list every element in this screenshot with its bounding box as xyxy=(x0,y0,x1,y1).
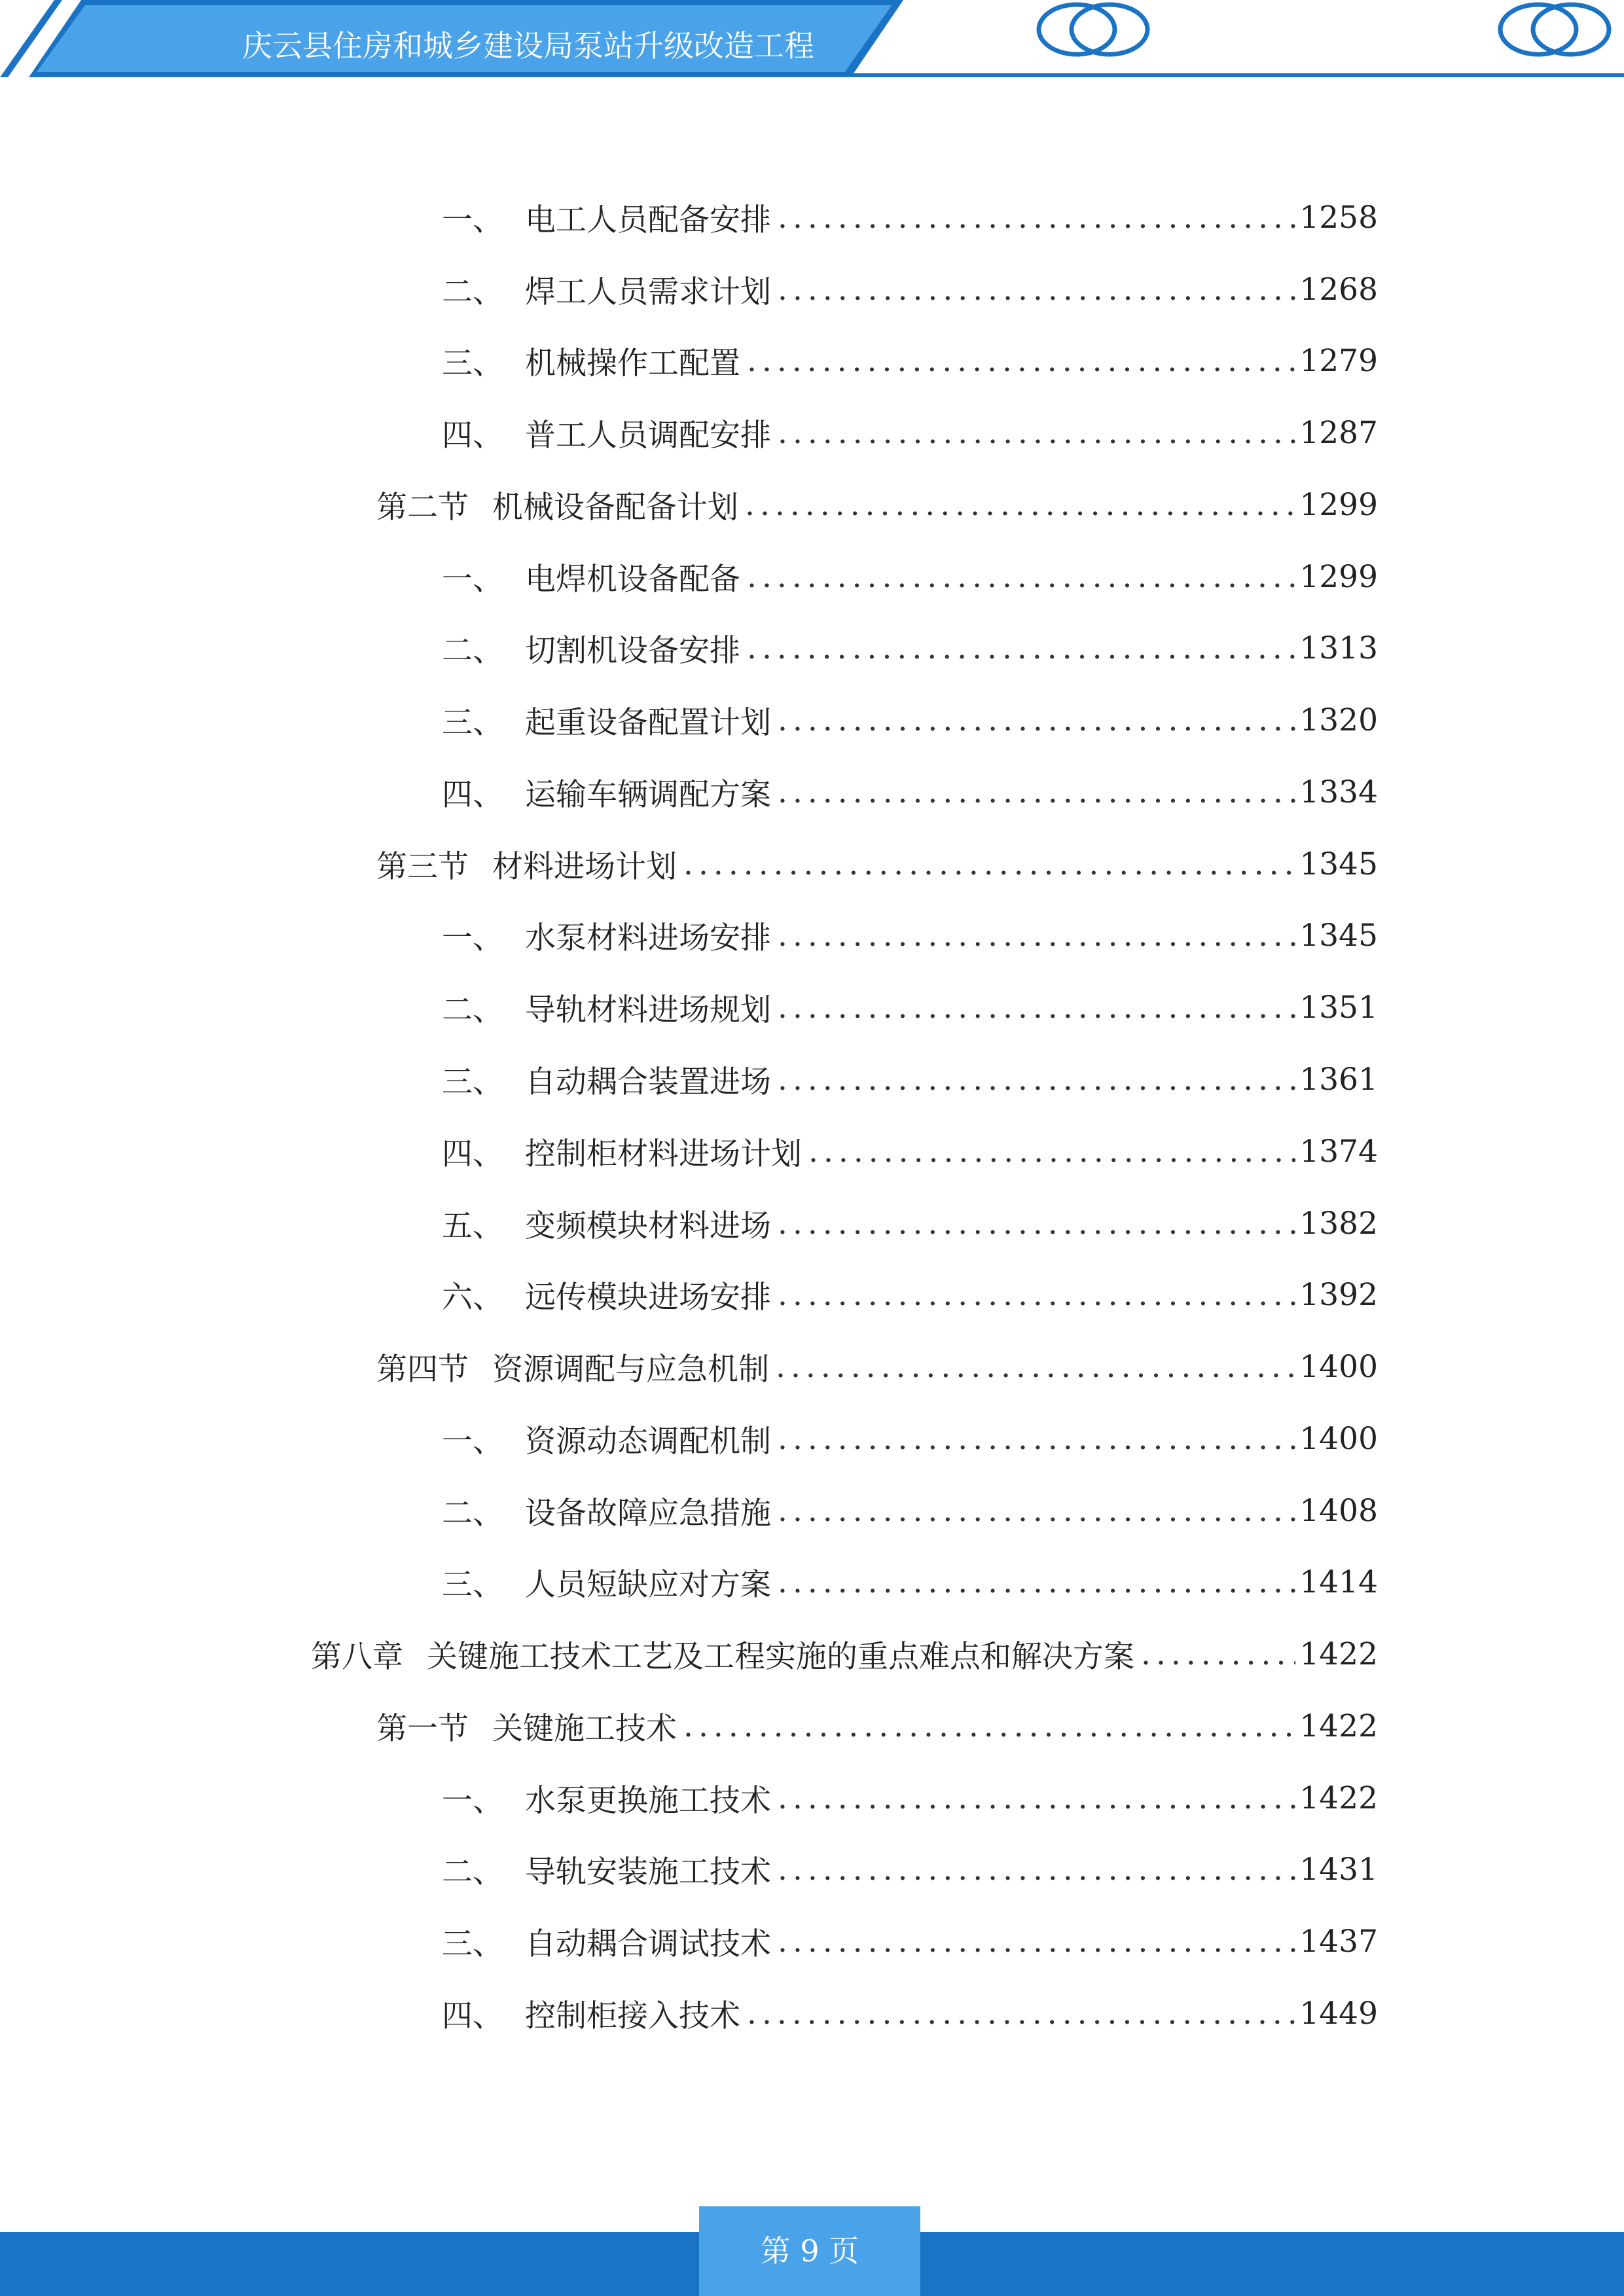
toc-entry-title: 水泵材料进场安排 xyxy=(525,920,771,956)
toc-entry[interactable] xyxy=(442,1416,1378,1462)
toc-entry-title: 人员短缺应对方案 xyxy=(525,1566,771,1603)
toc-page-number: 1287 xyxy=(1299,414,1378,451)
toc-page-number: 1422 xyxy=(1299,1708,1378,1744)
toc-entry-title: 普工人员调配安排 xyxy=(525,417,771,454)
toc-entry-number: 二、 xyxy=(442,992,503,1028)
toc-page-number: 1345 xyxy=(1299,846,1378,882)
toc-entry-title: 关键施工技术工艺及工程实施的重点难点和解决方案 xyxy=(427,1638,1134,1675)
toc-entry[interactable] xyxy=(442,1918,1378,1964)
toc-page-number: 1345 xyxy=(1299,917,1378,954)
toc-entry-section[interactable] xyxy=(376,841,1378,887)
toc-entry[interactable] xyxy=(442,1775,1378,1821)
toc-entry-number: 三、 xyxy=(442,704,503,741)
toc-entry[interactable] xyxy=(442,1488,1378,1534)
header-underline xyxy=(844,73,1624,77)
toc-entry-title: 运输车辆调配方案 xyxy=(525,776,771,813)
toc-entry[interactable] xyxy=(442,984,1378,1030)
toc-entry-number: 第八章 xyxy=(311,1638,403,1675)
toc-dot-leader xyxy=(778,1493,1295,1529)
toc-dot-leader xyxy=(745,487,1295,523)
toc-entry-title: 导轨材料进场规划 xyxy=(525,992,771,1028)
toc-entry-number: 四、 xyxy=(442,1998,503,2034)
toc-dot-leader xyxy=(778,1206,1295,1242)
toc-dot-leader xyxy=(778,272,1295,308)
toc-entry-title: 起重设备配置计划 xyxy=(525,704,771,741)
toc-entry-title: 设备故障应急措施 xyxy=(525,1495,771,1532)
toc-page-number: 1422 xyxy=(1299,1780,1378,1816)
toc-entry-chapter[interactable] xyxy=(311,1631,1378,1677)
toc-dot-leader xyxy=(778,415,1295,451)
toc-page-number: 1268 xyxy=(1299,271,1378,308)
toc-entry-section[interactable] xyxy=(376,1344,1378,1390)
toc-entry-title: 资源动态调配机制 xyxy=(525,1423,771,1460)
toc-entry-number: 三、 xyxy=(442,1064,503,1100)
toc-page-number: 1279 xyxy=(1299,342,1378,379)
toc-entry-title: 自动耦合调试技术 xyxy=(525,1926,771,1962)
toc-dot-leader xyxy=(778,918,1295,954)
toc-page-number: 1351 xyxy=(1299,989,1378,1026)
toc-entry[interactable] xyxy=(442,912,1378,958)
toc-dot-leader xyxy=(778,1564,1295,1600)
toc-entry-number: 二、 xyxy=(442,1854,503,1890)
toc-dot-leader xyxy=(778,774,1295,810)
toc-dot-leader xyxy=(747,343,1295,379)
toc-entry-title: 控制柜接入技术 xyxy=(525,1998,740,2034)
toc-entry[interactable] xyxy=(442,625,1378,671)
toc-dot-leader xyxy=(778,1062,1295,1098)
toc-entry-number: 第三节 xyxy=(376,848,469,885)
toc-entry-section[interactable] xyxy=(376,482,1378,528)
toc-entry[interactable] xyxy=(442,1272,1378,1318)
toc-entry-number: 三、 xyxy=(442,1566,503,1603)
toc-entry-title: 导轨安装施工技术 xyxy=(525,1854,771,1890)
toc-entry-number: 二、 xyxy=(442,1495,503,1532)
toc-entry-number: 第一节 xyxy=(376,1710,469,1747)
toc-entry-number: 第二节 xyxy=(376,489,469,526)
toc-entry[interactable] xyxy=(442,1056,1378,1102)
toc-page-number: 1313 xyxy=(1299,630,1378,666)
toc-page-number: 1414 xyxy=(1299,1564,1378,1600)
toc-entry-title: 材料进场计划 xyxy=(492,848,677,885)
toc-dot-leader xyxy=(683,1708,1295,1744)
toc-entry-number: 四、 xyxy=(442,1136,503,1172)
toc-entry-title: 切割机设备安排 xyxy=(525,632,740,669)
toc-dot-leader xyxy=(778,1421,1295,1457)
toc-entry-title: 自动耦合装置进场 xyxy=(525,1064,771,1100)
toc-entry-number: 第四节 xyxy=(376,1351,469,1388)
toc-page-number: 1382 xyxy=(1299,1205,1378,1242)
toc-dot-leader xyxy=(778,1852,1295,1888)
toc-entry[interactable] xyxy=(442,410,1378,456)
toc-entry[interactable] xyxy=(442,1846,1378,1892)
double-ring-icon xyxy=(1492,0,1617,59)
toc-entry-title: 机械操作工配置 xyxy=(525,345,740,382)
toc-entry-number: 一、 xyxy=(442,1782,503,1819)
toc-entry-number: 一、 xyxy=(442,920,503,956)
toc-dot-leader xyxy=(747,559,1295,595)
toc-entry[interactable] xyxy=(442,1559,1378,1605)
toc-entry-title: 水泵更换施工技术 xyxy=(525,1782,771,1819)
toc-entry[interactable] xyxy=(442,1990,1378,2036)
toc-entry-title: 机械设备配备计划 xyxy=(492,489,738,526)
toc-entry-number: 二、 xyxy=(442,274,503,310)
toc-page-number: 1400 xyxy=(1299,1348,1378,1385)
toc-entry[interactable] xyxy=(442,769,1378,815)
toc-entry-title: 焊工人员需求计划 xyxy=(525,274,771,310)
toc-entry[interactable] xyxy=(442,266,1378,312)
toc-entry[interactable] xyxy=(442,194,1378,240)
toc-page-number: 1320 xyxy=(1299,702,1378,738)
toc-dot-leader xyxy=(778,1277,1295,1313)
toc-page-number: 1299 xyxy=(1299,558,1378,595)
toc-dot-leader xyxy=(778,200,1295,236)
toc-page-number: 1408 xyxy=(1299,1492,1378,1529)
toc-page-number: 1422 xyxy=(1299,1636,1378,1672)
toc-entry-number: 四、 xyxy=(442,417,503,454)
toc-entry-title: 关键施工技术 xyxy=(492,1710,677,1747)
toc-dot-leader xyxy=(776,1349,1295,1385)
toc-entry-title: 资源调配与应急机制 xyxy=(492,1351,769,1388)
toc-entry-title: 控制柜材料进场计划 xyxy=(525,1136,802,1172)
toc-page-number: 1449 xyxy=(1299,1995,1378,2032)
toc-entry-number: 三、 xyxy=(442,1926,503,1962)
toc-entry-number: 一、 xyxy=(442,1423,503,1460)
toc-page-number: 1258 xyxy=(1299,199,1378,236)
toc-entry[interactable] xyxy=(442,1200,1378,1246)
toc-entry[interactable] xyxy=(442,554,1378,600)
toc-page-number: 1431 xyxy=(1299,1851,1378,1888)
toc-entry[interactable] xyxy=(442,1128,1378,1174)
toc-entry-number: 六、 xyxy=(442,1279,503,1316)
toc-entry-title: 远传模块进场安排 xyxy=(525,1279,771,1316)
toc-dot-leader xyxy=(1141,1636,1295,1672)
toc-page-number: 1400 xyxy=(1299,1420,1378,1457)
toc-page-number: 1392 xyxy=(1299,1276,1378,1313)
toc-entry-number: 四、 xyxy=(442,776,503,813)
header-title: 庆云县住房和城乡建设局泵站升级改造工程 xyxy=(242,28,814,63)
toc-entry[interactable] xyxy=(442,338,1378,384)
toc-dot-leader xyxy=(778,1780,1295,1816)
page-header xyxy=(0,0,1624,85)
toc-dot-leader xyxy=(778,1924,1295,1960)
toc-entry-number: 五、 xyxy=(442,1208,503,1244)
page-number: 第 9 页 xyxy=(760,2233,859,2269)
toc-entry-title: 电工人员配备安排 xyxy=(525,202,771,238)
toc-entry-number: 三、 xyxy=(442,345,503,382)
toc-dot-leader xyxy=(778,990,1295,1026)
toc-entry[interactable] xyxy=(442,697,1378,743)
toc-entry-number: 一、 xyxy=(442,561,503,598)
toc-entry-section[interactable] xyxy=(376,1703,1378,1749)
double-ring-icon xyxy=(1031,0,1155,59)
toc-dot-leader xyxy=(808,1134,1295,1170)
toc-entry-number: 一、 xyxy=(442,202,503,238)
toc-page-number: 1299 xyxy=(1299,486,1378,523)
toc-page-number: 1361 xyxy=(1299,1061,1378,1098)
toc-dot-leader xyxy=(747,1996,1295,2032)
toc-entry-number: 二、 xyxy=(442,632,503,669)
toc-page-number: 1334 xyxy=(1299,774,1378,810)
toc-page-number: 1374 xyxy=(1299,1133,1378,1170)
toc-dot-leader xyxy=(747,630,1295,666)
toc-entry-title: 电焊机设备配备 xyxy=(525,561,740,598)
toc-dot-leader xyxy=(683,846,1295,882)
toc-entry-title: 变频模块材料进场 xyxy=(525,1208,771,1244)
toc-page-number: 1437 xyxy=(1299,1923,1378,1960)
toc-dot-leader xyxy=(778,702,1295,738)
